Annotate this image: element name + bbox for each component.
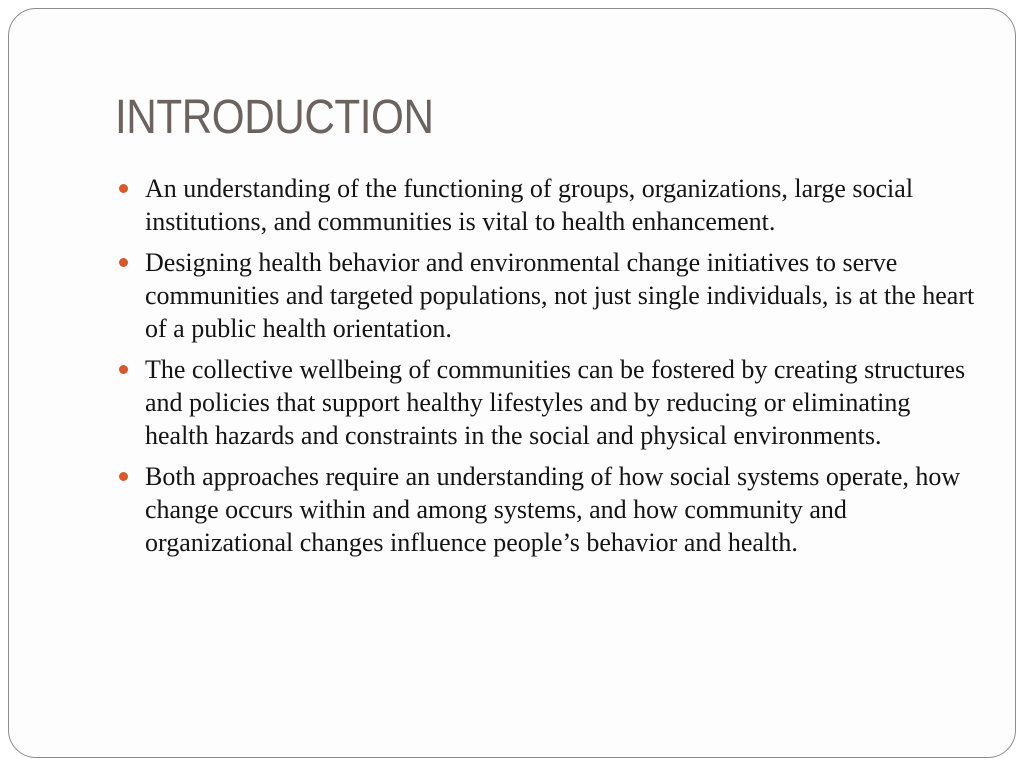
bullet-text: An understanding of the functioning of groups, organizations, large social institutions, and communities is vital to health enhancement. <box>145 174 914 236</box>
bullet-dot-icon <box>119 365 128 374</box>
bullet-text: The collective wellbeing of communities can be fostered by creating structures and policies that support healthy lifestyles and by reducing or eliminating health hazards and constraints in the social and physical environments. <box>145 355 966 450</box>
bullet-text: Both approaches require an understanding of how social systems operate, how change occurs within and among systems, and how community and organizational changes influence people’s behavior and health. <box>145 462 961 557</box>
bullet-dot-icon <box>119 184 128 193</box>
bullet-list <box>115 172 975 567</box>
bullet-text: Designing health behavior and environmental change initiatives to serve communities and targeted populations, not just single individuals, is at the heart of a public health orientation. <box>145 248 975 343</box>
bullet-dot-icon <box>119 258 128 267</box>
bullet-item <box>115 246 975 345</box>
bullet-item <box>115 172 975 238</box>
slide-title: INTRODUCTION <box>115 91 434 144</box>
slide-frame <box>8 8 1016 758</box>
bullet-item <box>115 460 975 559</box>
bullet-item <box>115 353 975 452</box>
bullet-dot-icon <box>119 472 128 481</box>
